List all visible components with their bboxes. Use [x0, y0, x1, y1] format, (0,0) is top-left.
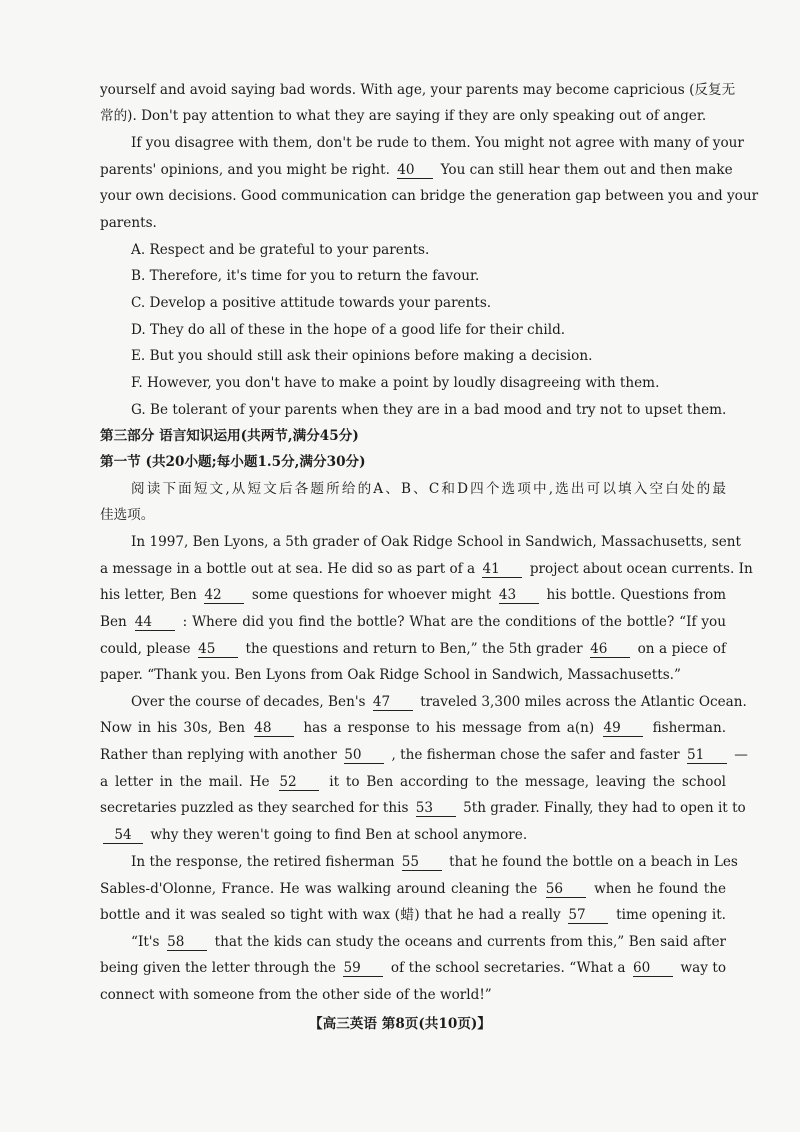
text-segment: time opening it.	[616, 907, 726, 923]
cloze-line	[100, 798, 746, 818]
passage-line-with-blank	[100, 160, 733, 180]
cloze-line	[100, 958, 726, 978]
text-segment: of the school secretaries. “What a	[390, 960, 626, 976]
text-segment: Ben	[100, 614, 127, 630]
text-segment: connect with someone from the other side of the world!”	[100, 987, 492, 1003]
blank-53: 53	[416, 800, 456, 817]
text-segment: project about ocean currents. In	[529, 561, 753, 577]
option-e: E. But you should still ask their opinions before making a decision.	[131, 348, 593, 364]
blank-44: 44	[135, 614, 175, 631]
option-g: G. Be tolerant of your parents when they are in a bad mood and try not to upset them.	[131, 402, 727, 418]
text-segment: the questions and return to Ben,” the 5th grader	[245, 641, 583, 657]
text-segment: being given the letter through the	[100, 960, 336, 976]
text-segment: parents' opinions, and you might be right.	[100, 162, 390, 178]
cloze-line	[131, 532, 742, 552]
option-c: C. Develop a positive attitude towards your parents.	[131, 295, 492, 311]
passage-line: 常的). Don't pay attention to what they are saying if they are only speaking out of anger.	[100, 108, 707, 124]
text-segment: , the fisherman chose the safer and faster	[391, 747, 680, 763]
blank-51: 51	[687, 747, 727, 764]
text-segment: traveled 3,300 miles across the Atlantic Ocean.	[420, 694, 747, 710]
option-f: F. However, you don't have to make a point by loudly disagreeing with them.	[131, 375, 660, 391]
text-segment: a letter in the mail. He	[100, 774, 270, 790]
blank-58: 58	[167, 934, 207, 951]
blank-48: 48	[254, 720, 294, 737]
text-segment: bottle and it was sealed so tight with wax (蜡) that he had a really	[100, 907, 561, 923]
blank-47: 47	[373, 694, 413, 711]
text-segment: some questions for whoever might	[251, 587, 492, 603]
passage-line: If you disagree with them, don't be rude to them. You might not agree with many of your	[131, 135, 744, 151]
text-segment: could, please	[100, 641, 191, 657]
text-segment: In 1997, Ben Lyons, a 5th grader of Oak Ridge School in Sandwich, Massachusetts, sent	[131, 534, 742, 550]
blank-59: 59	[343, 960, 383, 977]
cloze-line	[100, 905, 726, 925]
page-footer: 【高三英语 第8页(共10页)】	[309, 1016, 491, 1032]
text-segment: a message in a bottle out at sea. He did so as part of a	[100, 561, 476, 577]
section-title: 第一节 (共20小题;每小题1.5分,满分30分)	[100, 454, 366, 470]
cloze-line	[100, 665, 726, 685]
text-segment: Now in his 30s, Ben	[100, 720, 245, 736]
text-segment: when he found the	[594, 881, 726, 897]
blank-50: 50	[344, 747, 384, 764]
part-title: 第三部分 语言知识运用(共两节,满分45分)	[100, 428, 359, 444]
text-segment: on a piece of	[637, 641, 727, 657]
text-segment: —	[734, 747, 748, 763]
cloze-line	[131, 692, 747, 712]
cloze-line	[131, 852, 738, 872]
text-segment: Over the course of decades, Ben's	[131, 694, 366, 710]
cloze-line	[100, 745, 748, 765]
blank-40: 40	[397, 162, 433, 179]
blank-49: 49	[603, 720, 643, 737]
instruction-line: 佳选项。	[100, 507, 155, 523]
text-segment: 5th grader. Finally, they had to open it to	[463, 800, 746, 816]
text-segment: : Where did you find the bottle? What are the conditions of the bottle? “If you	[182, 614, 727, 630]
cloze-line	[131, 932, 726, 952]
cloze-line	[100, 879, 726, 899]
text-segment: his letter, Ben	[100, 587, 197, 603]
passage-line: your own decisions. Good communication can bridge the generation gap between you and your	[100, 188, 759, 204]
text-segment: way to	[680, 960, 727, 976]
text-segment: it to Ben according to the message, leaving the school	[329, 774, 726, 790]
blank-55: 55	[402, 854, 442, 871]
blank-45: 45	[198, 641, 238, 658]
cloze-line	[100, 639, 726, 659]
cloze-line	[100, 585, 726, 605]
blank-52: 52	[279, 774, 319, 791]
blank-46: 46	[590, 641, 630, 658]
blank-43: 43	[499, 587, 539, 604]
text-segment: that he found the bottle on a beach in Les	[449, 854, 738, 870]
text-segment: paper. “Thank you. Ben Lyons from Oak Ridge School in Sandwich, Massachusetts.”	[100, 667, 681, 683]
blank-41: 41	[482, 561, 522, 578]
blank-57: 57	[568, 907, 608, 924]
text-segment: fisherman.	[652, 720, 727, 736]
text-segment: You can still hear them out and then make	[440, 162, 733, 178]
text-segment: his bottle. Questions from	[546, 587, 727, 603]
blank-60: 60	[633, 960, 673, 977]
instruction-line: 阅读下面短文,从短文后各题所给的A、B、C和D四个选项中,选出可以填入空白处的最	[131, 481, 726, 497]
text-segment: secretaries puzzled as they searched for this	[100, 800, 409, 816]
cloze-line	[100, 612, 726, 632]
passage-line: parents.	[100, 215, 157, 231]
text-segment: has a response to his message from a(n)	[303, 720, 595, 736]
passage-line: yourself and avoid saying bad words. With age, your parents may become capricious (反复无	[100, 82, 736, 98]
cloze-line	[100, 772, 726, 792]
blank-42: 42	[204, 587, 244, 604]
text-segment: that the kids can study the oceans and currents from this,” Ben said after	[214, 934, 726, 950]
text-segment: Sables-d'Olonne, France. He was walking around cleaning the	[100, 881, 538, 897]
option-a: A. Respect and be grateful to your parents.	[131, 242, 430, 258]
cloze-line	[100, 718, 726, 738]
text-segment: why they weren't going to find Ben at school anymore.	[150, 827, 528, 843]
cloze-line	[100, 985, 726, 1005]
blank-56: 56	[546, 881, 586, 898]
option-b: B. Therefore, it's time for you to return the favour.	[131, 268, 480, 284]
text-segment: Rather than replying with another	[100, 747, 337, 763]
text-segment: “It's	[131, 934, 160, 950]
cloze-line	[100, 559, 753, 579]
text-segment: In the response, the retired fisherman	[131, 854, 395, 870]
cloze-line	[100, 825, 726, 845]
blank-54: 54	[103, 827, 143, 844]
option-d: D. They do all of these in the hope of a good life for their child.	[131, 322, 566, 338]
